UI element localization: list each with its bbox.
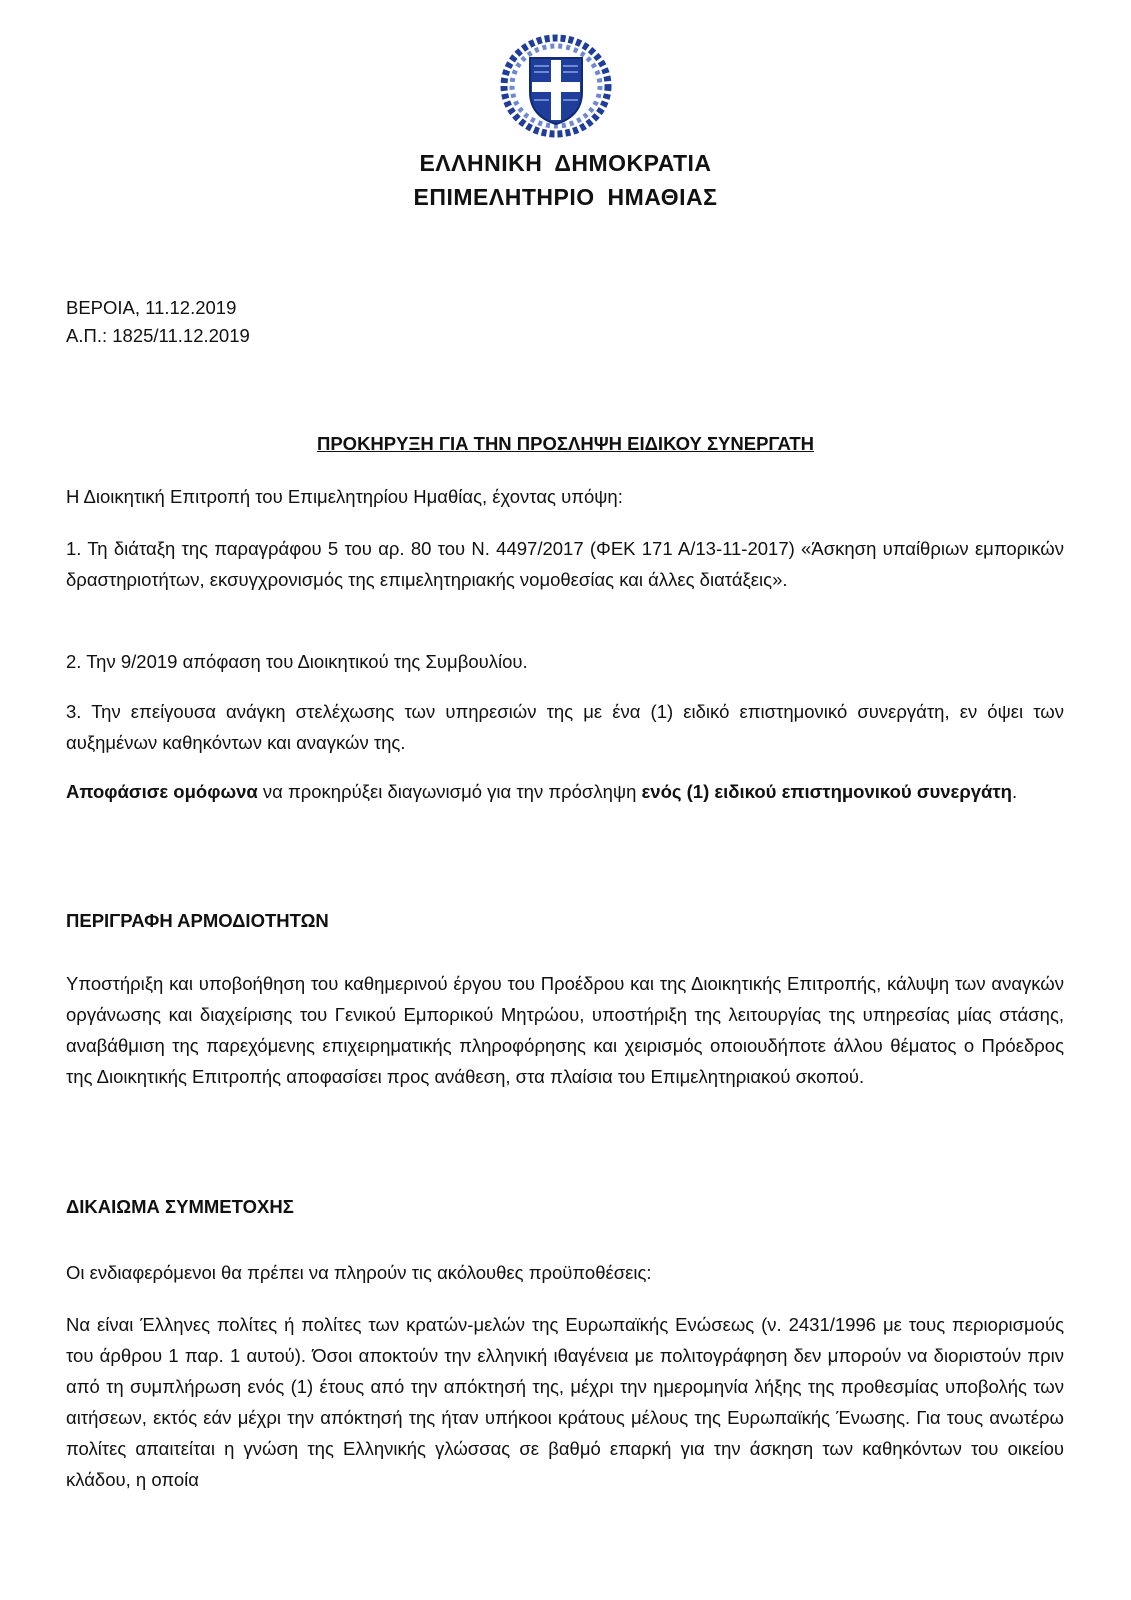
consideration-1: 1. Τη διάταξη της παραγράφου 5 του αρ. 80 του Ν. 4497/2017 (ΦΕΚ 171 Α/13-11-2017) «Άσκηση υπαίθριων εμπορικών δραστηριοτήτων, εκσυγχρονισμός της επιμελητηριακής νομοθεσίας και άλλες διατάξεις». [66,538,1064,590]
consideration-3: 3. Την επείγουσα ανάγκη στελέχωσης των υπηρεσιών της με ένα (1) ειδικό επιστημονικό συνεργάτη, εν όψει των αυξημένων καθηκόντων και αναγκών της. [66,701,1064,753]
decision-middle: να προκηρύξει διαγωνισμό για την πρόσληψη [257,781,642,802]
responsibilities-heading: ΠΕΡΙΓΡΑΦΗ ΑΡΜΟΔΙΟΤΗΤΩΝ [66,910,329,931]
eligibility-paragraph: Να είναι Έλληνες πολίτες ή πολίτες των κρατών-μελών της Ευρωπαϊκής Ενώσεως (ν. 2431/1996 με τους περιορισμούς του άρθρου 1 παρ. 1 αυτού). Όσοι αποκτούν την ελληνική ιθαγένεια με πολιτογράφηση δεν μπορούν να διοριστούν πριν από τη συμπλήρωση ενός (1) έτους από την απόκτησή της, μέχρι την ημερομηνία λήξης της προθεσμίας υποβολής των αιτήσεων, εκτός εάν μέχρι την απόκτησή της ήταν υπήκοοι κράτους μέλους της Ευρωπαϊκής Ένωσης. Για τους ανωτέρω πολίτες απαιτείται η γνώση της Ελληνικής γλώσσας σε βαθμό επαρκή για την άσκηση των καθηκόντων του οικείου κλάδου, η οποία [66,1314,1064,1490]
consideration-2: 2. Την 9/2019 απόφαση του Διοικητικού της Συμβουλίου. [66,651,528,672]
place-date: ΒΕΡΟΙΑ, 11.12.2019 [66,297,237,318]
protocol-number: Α.Π.: 1825/11.12.2019 [66,325,250,346]
eligibility-intro: Οι ενδιαφερόμενοι θα πρέπει να πληρούν τις ακόλουθες προϋποθέσεις: [66,1262,652,1283]
responsibilities-paragraph: Υποστήριξη και υποβοήθηση του καθημερινού έργου του Προέδρου και της Διοικητικής Επιτροπής, κάλυψη των αναγκών οργάνωσης και διαχείρισης του Γενικού Εμπορικού Μητρώου, υποστήριξη της λειτουργίας της υπηρεσίας μίας στάσης, αναβάθμιση της παρεχόμενης επιχειρηματικής πληροφόρησης και χειρισμός οποιουδήποτε άλλου θέματος ο Πρόεδρος της Διοικητικής Επιτροπής αποφασίσει προς ανάθεση, στα πλαίσια του Επιμελητηριακού σκοπού. [66,973,1064,1087]
header-chamber: ΕΠΙΜΕΛΗΤΗΡΙΟ ΗΜΑΘΙΑΣ [413,184,718,210]
document-title: ΠΡΟΚΗΡΥΞΗ ΓΙΑ ΤΗΝ ΠΡΟΣΛΗΨΗ ΕΙΔΙΚΟΥ ΣΥΝΕΡΓΑΤΗ [316,433,815,454]
eligibility-heading: ΔΙΚΑΙΩΜΑ ΣΥΜΜΕΤΟΧΗΣ [66,1196,294,1217]
greek-coat-of-arms-icon [496,30,616,142]
decision-end: . [1011,781,1018,802]
header-country: ΕΛΛΗΝΙΚΗ ΔΗΜΟΚΡΑΤΙΑ [419,150,712,176]
intro-paragraph: Η Διοικητική Επιτροπή του Επιμελητηρίου Ημαθίας, έχοντας υπόψη: [66,486,623,507]
decision-bold-end: ενός (1) ειδικού επιστημονικού συνεργάτη [641,781,1012,802]
decision-paragraph [66,776,1064,807]
decision-bold-start: Αποφάσισε ομόφωνα [66,781,258,802]
